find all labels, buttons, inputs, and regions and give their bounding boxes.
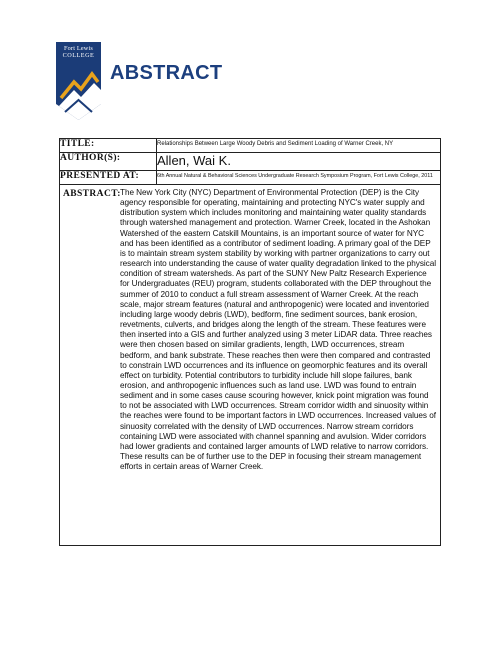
title-value: Relationships Between Large Woody Debris and Sediment Loading of Warner Creek, NY	[157, 139, 441, 153]
presented-label: PRESENTED AT:	[60, 171, 157, 185]
metadata-table	[59, 138, 441, 185]
title-label: TITLE:	[60, 139, 157, 153]
logo-line-2: COLLEGE	[62, 52, 95, 59]
author-label: AUTHOR(S):	[60, 153, 157, 171]
abstract-label: ABSTRACT:	[63, 189, 121, 199]
college-logo-text	[56, 45, 101, 59]
author-value: Allen, Wai K.	[157, 153, 441, 171]
page-heading: ABSTRACT	[110, 62, 223, 84]
college-logo	[56, 42, 101, 120]
presented-row	[60, 171, 441, 185]
logo-line-1: Fort Lewis	[64, 45, 93, 52]
abstract-box	[59, 184, 441, 546]
presented-value: 6th Annual Natural & Behavioral Sciences Undergraduate Research Symposium Program, Fort Lewis College, 2011	[157, 171, 441, 185]
title-row	[60, 139, 441, 153]
abstract-text: The New York City (NYC) Department of Environmental Protection (DEP) is the City agency responsible for operating, maintaining and protecting NYC's water supply and distribution system which includes monitoring and maintaining water quality standards through watershed management and protection. Warner Creek, located in the Ashokan Watershed of the eastern Catskill Mountains, is an important source of water for NYC and has been identified as a contributor of sediment loading. A primary goal of the DEP is to maintain stream system stability by working with partner organizations to carry out research into understanding the cause of water quality degradation linked to the physical condition of stream watersheds. As part of the SUNY New Paltz Research Experience for Undergraduates (REU) program, students collaborated with the DEP throughout the summer of 2010 to conduct a full stream assessment of Warner Creek. At the reach scale, major stream features (natural and anthropogenic) were located and inventoried including large woody debris (LWD), bedform, fine sediment sources, bank erosion, revetments, culverts, and bridges along the length of the stream. These features were then inserted into a GIS and further analyzed using 3 meter LiDAR data. Three reaches were then chosen based on similar gradients, length, LWD occurrences, stream bedform, and bank substrate. These reaches then were then compared and contrasted to constrain LWD occurrences and its influence on geomorphic features and its overall effect on turbidity. Potential contributors to turbidity include hill slope failures, bank erosion, and anthropogenic influences such as land use. LWD was found to entrain sediment and in some cases cause scouring however, knick point migration was found to not be associated with LWD occurrences. Stream corridor width and sinuosity within the reaches were found to be important factors in LWD occurrences. Increased values of sinuosity correlated with the density of LWD occurrences. Narrow stream corridors containing LWD were associated with channel spanning and avulsion. Wider corridors had lower gradients and contained larger amounts of LWD relative to narrow corridors. These results can be of further use to the DEP in focusing their stream management efforts in certain areas of Warner Creek.	[120, 188, 436, 472]
author-row	[60, 153, 441, 171]
